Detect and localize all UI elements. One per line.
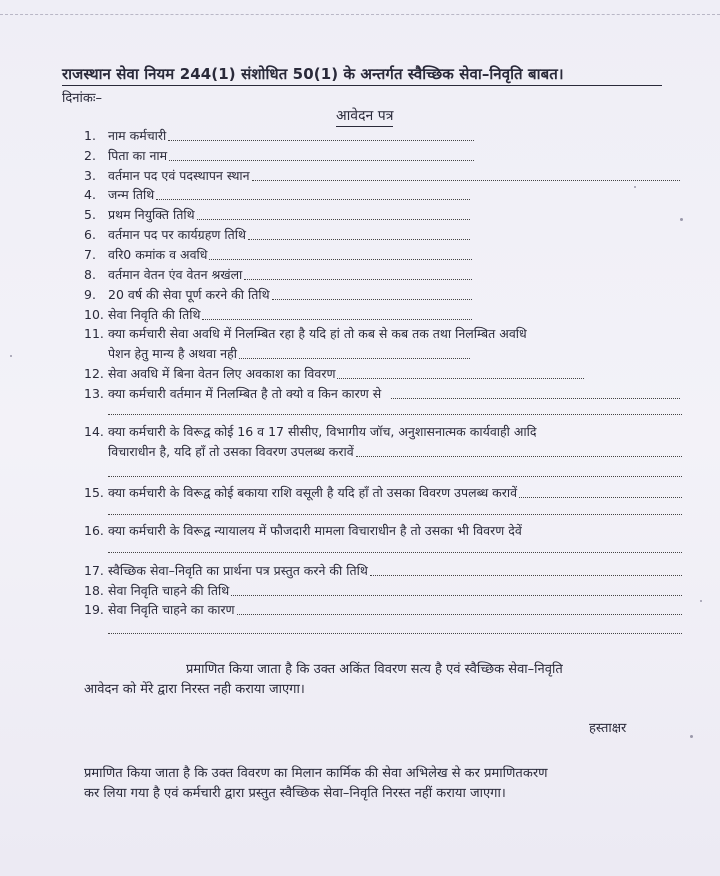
fill-line[interactable] [272,289,472,300]
item-label: सेवा अवधि में बिना वेतन लिए अवकाश का विवरण [108,366,336,381]
form-item [84,366,584,382]
item-label: नाम कर्मचारी [108,128,167,143]
item-number: 17. [84,563,104,578]
form-item [84,602,682,618]
fill-line[interactable] [202,309,472,320]
fill-line[interactable] [391,388,680,399]
item-label: जन्म तिथि [108,187,155,202]
scan-speck [700,600,702,602]
item-number: 10. [84,307,104,322]
item-label: क्या कर्मचारी के विरूद्व कोई 16 व 17 सीसीए, विभागीय जॉच, अनुशासनात्मक कार्यवाही आदि [108,424,537,439]
item-label: स्वैच्छिक सेवा–निवृति का प्रार्थना पत्र प्रस्तुत करने की तिथि [108,563,368,578]
item-label: क्या कर्मचारी के विरूद्व न्यायालय में फौजदारी मामला विचाराधीन है तो उसका भी विवरण देवें [108,523,522,538]
fill-line[interactable] [156,189,470,200]
form-item [84,563,682,579]
item-number: 15. [84,485,104,500]
item-label: वर्तमान वेतन एंव वेतन श्रखंला [108,267,243,282]
item-label: सेवा निवृति चाहने की तिथि [108,583,230,598]
fill-line[interactable] [108,552,682,553]
form-item [84,227,470,243]
item-label: सेवा निवृति चाहने का कारण [108,602,235,617]
certification-employee-line2: आवेदन को मेंरे द्वारा निरस्त नही कराया जाएगा। [84,682,305,697]
item-number: 13. [84,386,104,401]
item-number: 6. [84,227,96,242]
document-title: राजस्थान सेवा नियम 244(1) संशोधित 50(1) के अन्तर्गत स्वैच्छिक सेवा–निवृति बाबत। [62,64,662,86]
item-number: 1. [84,128,96,143]
scan-speck [634,186,636,188]
fill-line[interactable] [108,633,682,634]
item-label: क्या कर्मचारी वर्तमान में निलम्बित है तो क्यो व किन कारण से [108,386,382,401]
item-label: सेवा निवृति की तिथि [108,307,201,322]
form-item-continuation [108,444,682,460]
form-item [84,148,474,164]
certification-office-line1: प्रमाणित किया जाता है कि उक्त विवरण का मिलान कार्मिक की सेवा अभिलेख से कर प्रमाणितकरण [84,766,548,781]
form-item [84,168,680,184]
fill-line[interactable] [108,414,682,415]
item-number: 19. [84,602,104,617]
scan-speck [680,218,683,221]
fill-line[interactable] [108,476,682,477]
scan-speck [690,735,693,738]
fill-line[interactable] [231,585,682,596]
fill-line[interactable] [108,514,682,515]
form-item [84,307,472,323]
form-item [84,424,680,440]
form-item [84,207,470,223]
fill-line[interactable] [244,269,472,280]
certification-office-line2: कर लिया गया है एवं कर्मचारी द्वारा प्रस्तुत स्वैच्छिक सेवा–निवृति निरस्त नहीं कराया जाएगा। [84,786,506,801]
item-number: 18. [84,583,104,598]
item-number: 8. [84,267,96,282]
form-item [84,485,682,501]
fill-line[interactable] [169,150,474,161]
item-number: 9. [84,287,96,302]
item-label: वरि0 कमांक व अवधि [108,247,208,262]
form-item [84,523,682,539]
item-number: 3. [84,168,96,183]
item-label: प्रथम नियुक्ति तिथि [108,207,195,222]
signature-label: हस्ताक्षर [589,721,627,736]
item-label: क्या कर्मचारी के विरूद्व कोई बकाया राशि वसूली है यदि हॉं तो उसका विवरण उपलब्ध करावें [108,485,518,500]
form-item [84,583,682,599]
fill-line[interactable] [248,229,470,240]
item-label: पिता का नाम [108,148,168,163]
fill-line[interactable] [519,487,682,498]
item-number: 5. [84,207,96,222]
form-item [84,247,472,263]
form-item [84,267,472,283]
form-item-continuation [108,346,470,362]
item-number: 12. [84,366,104,381]
item-number: 11. [84,326,104,341]
form-item [84,386,680,402]
item-number: 2. [84,148,96,163]
scan-speck [10,355,12,357]
item-label: पेशन हेतु मान्य है अथवा नही [108,346,237,361]
item-number: 4. [84,187,96,202]
fill-line[interactable] [168,130,474,141]
fill-line[interactable] [239,348,470,359]
form-item [84,287,472,303]
item-label: वर्तमान पद एवं पदस्थापन स्थान [108,168,250,183]
form-item [84,326,680,342]
item-label: क्या कर्मचारी सेवा अवधि में निलम्बित रहा है यदि हां तो कब से कब तक तथा निलम्बित अवधि [108,326,527,341]
item-number: 16. [84,523,104,538]
fill-line[interactable] [370,565,682,576]
form-item [84,187,470,203]
form-subtitle: आवेदन पत्र [336,106,393,127]
fill-line[interactable] [356,446,682,457]
date-label: दिनांकः– [62,91,102,106]
item-label: विचाराधीन है, यदि हॉं तो उसका विवरण उपलब्ध करावें [108,444,354,459]
certification-employee-line1: प्रमाणित किया जाता है कि उक्त अकिंत विवरण सत्य है एवं स्वैच्छिक सेवा–निवृति [186,662,563,677]
item-number: 14. [84,424,104,439]
fill-line[interactable] [209,249,472,260]
fill-line[interactable] [237,604,682,615]
item-label: 20 वर्ष की सेवा पूर्ण करने की तिथि [108,287,270,302]
fill-line[interactable] [252,170,680,181]
item-label: वर्तमान पद पर कार्यग्रहण तिथि [108,227,246,242]
fill-line[interactable] [197,209,470,220]
item-number: 7. [84,247,96,262]
fill-line[interactable] [337,368,584,379]
form-item [84,128,474,144]
